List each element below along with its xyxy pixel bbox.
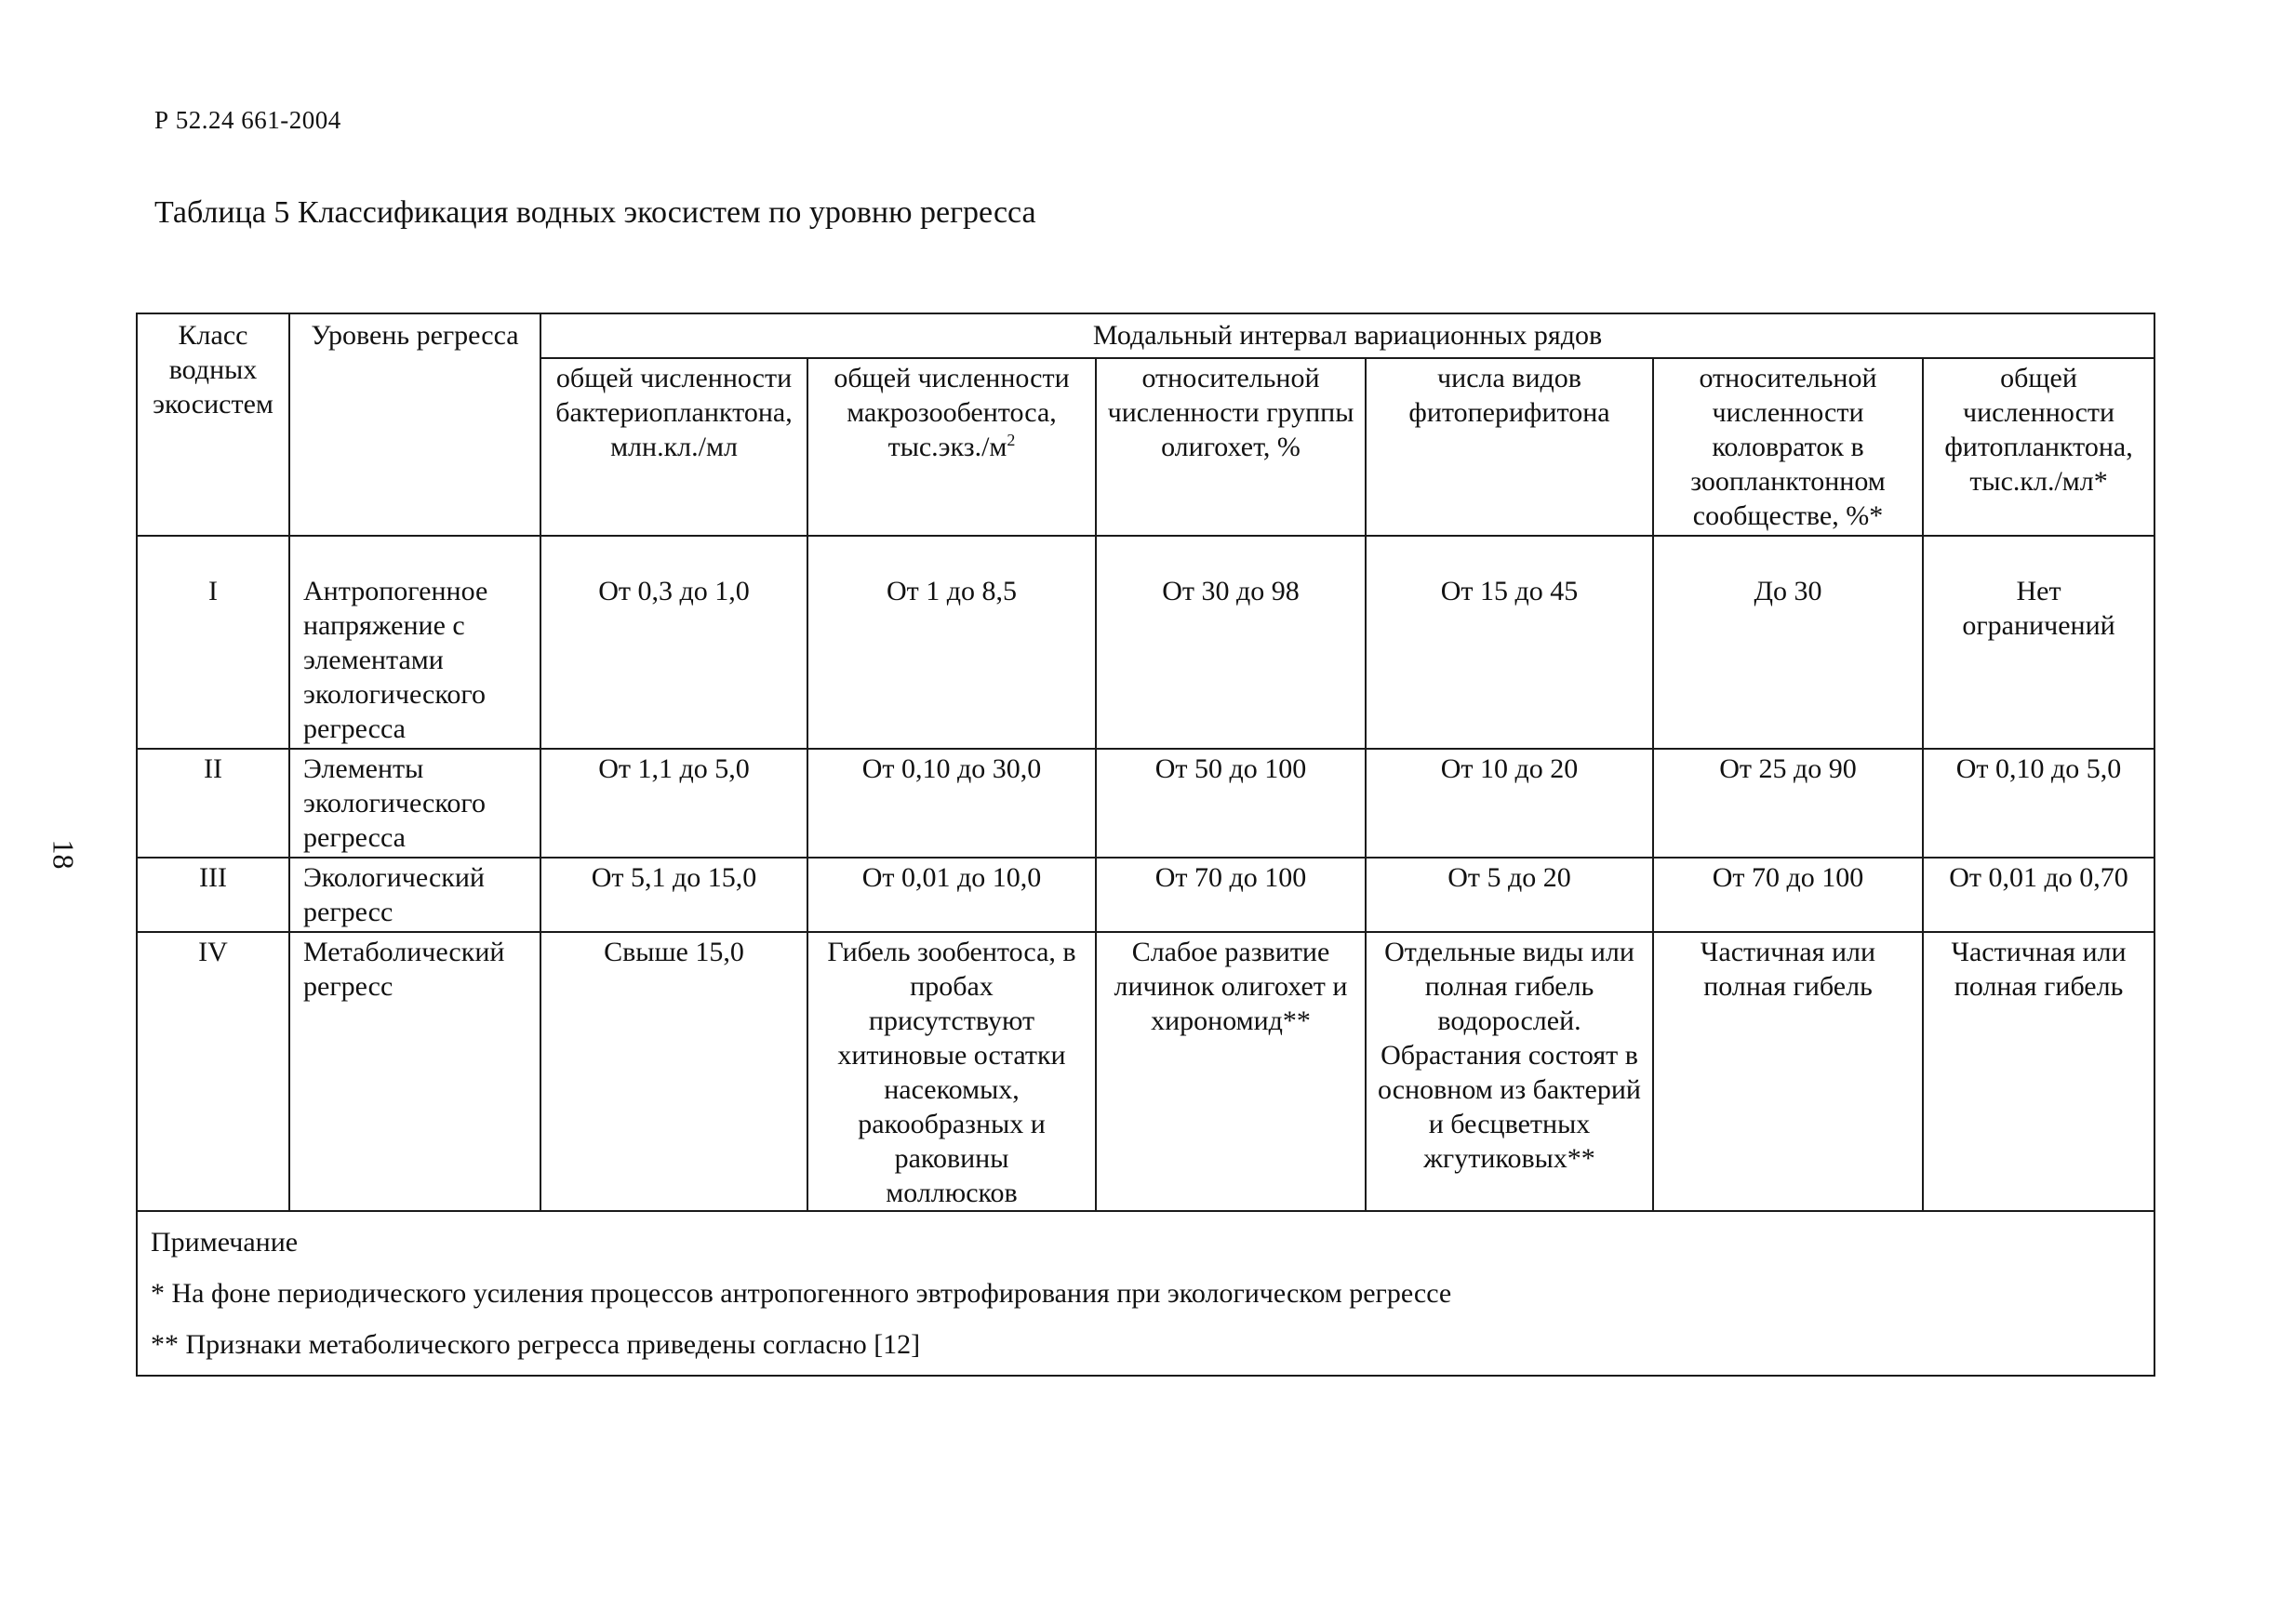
header-modal-interval: Модальный интервал вариационных рядов <box>540 313 2154 358</box>
header-oligochaetes: относительной численности группы олигохет, % <box>1096 358 1366 536</box>
header-macrozoobenthos-text: общей численности макрозообентоса, тыс.экз./м <box>834 363 1070 462</box>
page-number: 18 <box>47 839 81 870</box>
class-cell: II <box>137 749 289 858</box>
macrozoo-cell: От 1 до 8,5 <box>807 536 1096 749</box>
header-superscript: 2 <box>1007 431 1016 449</box>
phytoplankton-cell: Частичная или полная гибель <box>1923 932 2154 1211</box>
notes-row <box>137 1211 2154 1376</box>
oligo-cell: От 70 до 100 <box>1096 858 1366 932</box>
macrozoo-cell: От 0,10 до 30,0 <box>807 749 1096 858</box>
level-cell: Элементы экологического регресса <box>289 749 540 858</box>
rotifers-cell: От 70 до 100 <box>1653 858 1923 932</box>
rotifers-cell: От 25 до 90 <box>1653 749 1923 858</box>
rotifers-cell: До 30 <box>1653 536 1923 749</box>
table-row <box>137 858 2154 932</box>
macrozoo-cell: От 0,01 до 10,0 <box>807 858 1096 932</box>
phytoplankton-cell: От 0,10 до 5,0 <box>1923 749 2154 858</box>
header-phytoplankton: общей численности фитопланктона, тыс.кл./мл* <box>1923 358 2154 536</box>
class-cell: IV <box>137 932 289 1211</box>
phytoperi-cell: От 10 до 20 <box>1366 749 1653 858</box>
note-footnote-1: * На фоне периодического усиления процессов антропогенного эвтрофирования при экологическом регрессе <box>151 1278 1452 1309</box>
notes-cell <box>137 1211 2154 1376</box>
phytoplankton-cell: Нет ограничений <box>1923 536 2154 749</box>
classification-table <box>136 313 2155 1377</box>
bacterio-cell: От 5,1 до 15,0 <box>540 858 807 932</box>
document-code: Р 52.24 661-2004 <box>154 106 341 134</box>
oligo-cell: От 50 до 100 <box>1096 749 1366 858</box>
oligo-cell: Слабое развитие личинок олигохет и хирономид** <box>1096 932 1366 1211</box>
notes-title: Примечание <box>151 1227 299 1258</box>
header-phytoperiphyton: числа видов фитоперифитона <box>1366 358 1653 536</box>
level-cell: Экологический регресс <box>289 858 540 932</box>
class-cell: I <box>137 536 289 749</box>
phytoperi-cell: От 15 до 45 <box>1366 536 1653 749</box>
phytoperi-cell: От 5 до 20 <box>1366 858 1653 932</box>
header-bacterioplankton: общей численности бактериопланктона, млн.кл./мл <box>540 358 807 536</box>
macrozoo-cell: Гибель зообентоса, в пробах присутствуют хитиновые остатки насекомых, ракообразных и раковины моллюсков <box>807 932 1096 1211</box>
level-cell: Антропогенное напряжение с элементами экологического регресса <box>289 536 540 749</box>
bacterio-cell: От 1,1 до 5,0 <box>540 749 807 858</box>
bacterio-cell: От 0,3 до 1,0 <box>540 536 807 749</box>
level-cell: Метаболический регресс <box>289 932 540 1211</box>
phytoperi-cell: Отдельные виды или полная гибель водорослей. Обрастания состоят в основном из бактерий и бесцветных жгутиковых** <box>1366 932 1653 1211</box>
bacterio-cell: Свыше 15,0 <box>540 932 807 1211</box>
table-row <box>137 536 2154 749</box>
oligo-cell: От 30 до 98 <box>1096 536 1366 749</box>
table-row <box>137 749 2154 858</box>
table-caption: Таблица 5 Классификация водных экосистем по уровню регресса <box>154 195 1036 230</box>
header-macrozoobenthos <box>807 358 1096 536</box>
header-level: Уровень регресса <box>289 313 540 536</box>
rotifers-cell: Частичная или полная гибель <box>1653 932 1923 1211</box>
header-class: Класс водных экосистем <box>137 313 289 536</box>
note-footnote-2: ** Признаки метаболического регресса приведены согласно [12] <box>151 1329 921 1360</box>
phytoplankton-cell: От 0,01 до 0,70 <box>1923 858 2154 932</box>
class-cell: III <box>137 858 289 932</box>
header-rotifers: относительной численности коловраток в зоопланктонном сообществе, %* <box>1653 358 1923 536</box>
table-row <box>137 932 2154 1211</box>
